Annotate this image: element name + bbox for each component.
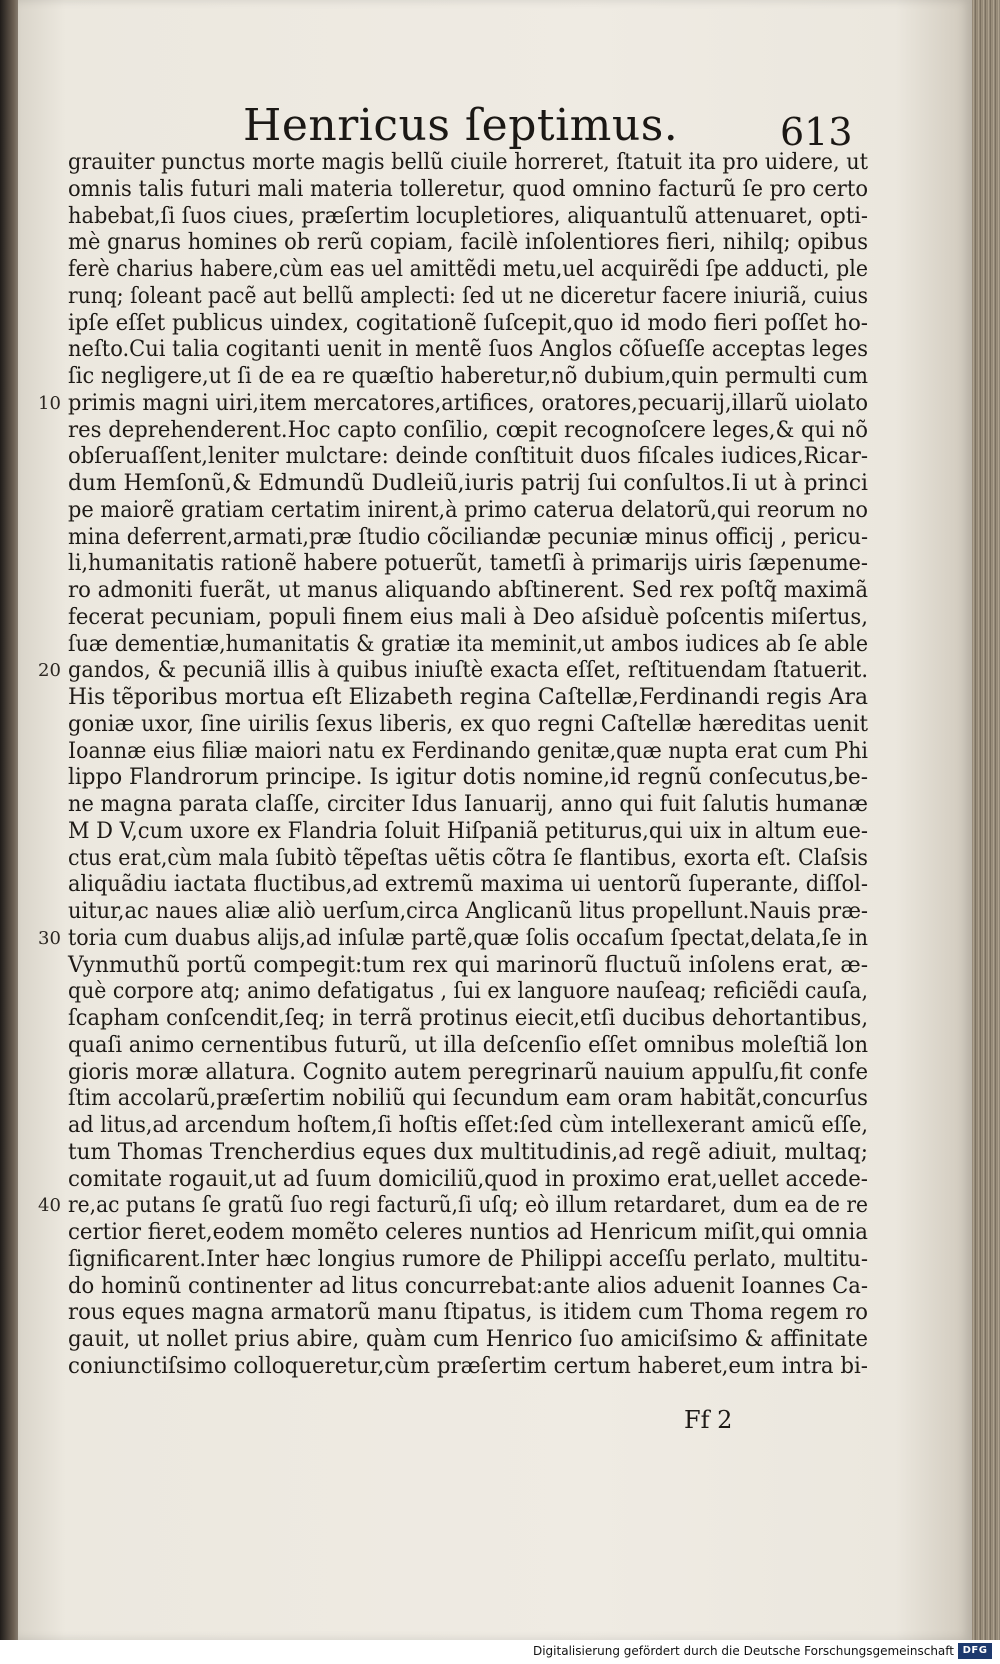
text-line: [68, 204, 868, 231]
text-line: [68, 498, 868, 525]
line-text: li,humanitatis rationẽ habere potuerũt, tametſi à primarijs uiris ſæpenume-: [68, 551, 868, 577]
line-text: do hominũ continenter ad litus concurrebat:ante alios aduenit Ioannes Ca-: [68, 1273, 868, 1299]
line-text: ctus erat,cùm mala ſubitò tẽpeſtas uẽtis cõtra ſe flantibus, exorta eſt. Claſsis: [68, 845, 868, 871]
line-number: 40: [38, 1195, 61, 1217]
line-text: ad litus,ad arcendum hoſtem,ſi hoſtis eſſet:ſed cùm intellexerant amicũ eſſe,: [68, 1113, 868, 1138]
line-text: re,ac putans ſe gratũ ſuo regi facturũ,ſi uſq; eò illum retardaret, dum ea de re: [68, 1193, 868, 1219]
text-line: [68, 605, 868, 632]
text-line: [68, 819, 868, 846]
text-line: [68, 1300, 868, 1327]
line-number: 20: [38, 660, 61, 682]
text-line: [68, 578, 868, 605]
line-text: habebat,ſi ſuos ciues, præſertim locupletiores, aliquantulũ attenuaret, opti-: [68, 203, 868, 229]
line-text: Ioannæ eius filiæ maiori natu ex Ferdinando genitæ,quæ nupta erat cum Phi: [68, 738, 868, 764]
text-line: [68, 311, 868, 338]
text-line: [68, 1167, 868, 1194]
text-line: [68, 979, 868, 1006]
line-text: res deprehenderent.Hoc capto conſilio, cœpit recognoſcere leges,& qui nõ: [68, 417, 868, 443]
line-text: toria cum duabus alijs,ad inſulæ partẽ,quæ ſolis occaſum ſpectat,delata,ſe in: [68, 925, 868, 951]
text-line: [68, 953, 868, 980]
text-line: [68, 444, 868, 471]
text-line: [68, 364, 868, 391]
text-line: [68, 337, 868, 364]
text-line: [68, 765, 868, 792]
text-line: [38, 925, 868, 953]
text-line: [68, 1033, 868, 1060]
line-text: ipſe eſſet publicus uindex, cogitationẽ ſuſcepit,quo id modo fieri poſſet ho-: [68, 310, 868, 336]
line-text: omnis talis futuri mali materia tolleretur, quod omnino facturũ ſe pro certo: [68, 176, 868, 202]
text-line: [68, 525, 868, 552]
line-text: aliquãdiu iactata fluctibus,ad extremũ maxima ui uentorũ ſuperante, diſſol-: [68, 872, 868, 898]
text-line: [68, 551, 868, 578]
line-text: fecerat pecuniam, populi finem eius mali à Deo aſsiduè poſcentis miſertus,: [68, 604, 868, 630]
line-text: quaſi animo cernentibus futurũ, ut illa deſcenſio eſſet omnibus moleſtiã lon: [68, 1032, 868, 1058]
line-text: rous eques magna armatorũ manu ſtipatus, is itidem cum Thoma regem ro: [68, 1300, 868, 1326]
line-text: His tẽporibus mortua eſt Elizabeth regina Caſtellæ,Ferdinandi regis Ara: [68, 685, 868, 710]
line-text: gandos, & pecuniã illis à quibus iniuſtè exacta eſſet, reſtituendam ſtatuerit.: [68, 658, 868, 684]
line-text: Vynmuthũ portũ compegit:tum rex qui marinorũ fluctuũ inſolens erat, æ-: [68, 952, 868, 978]
line-text: ro admoniti fuerãt, ut manus aliquando abſtinerent. Sed rex poſtq̃ maximã: [68, 578, 868, 603]
text-line: [68, 846, 868, 873]
text-line: [68, 284, 868, 311]
line-text: comitate rogauit,ut ad ſuum domiciliũ,quod in proximo erat,uellet accede-: [68, 1166, 868, 1192]
line-text: mè gnarus homines ob rerũ copiam, facilè inſolentiores fieri, nihilq; opibus: [68, 230, 868, 256]
line-text: primis magni uiri,item mercatores,artifices, oratores,pecuarij,illarũ uiolato: [68, 390, 868, 416]
line-text: certior fieret,eodem momẽto celeres nuntios ad Henricum miſit,qui omnia: [68, 1220, 868, 1245]
line-text: uitur,ac naues aliæ aliò uerſum,circa Anglicanũ litus propellunt.Nauis præ-: [68, 899, 868, 924]
text-line: [38, 658, 868, 685]
text-line: [68, 632, 868, 659]
text-line: [68, 712, 868, 739]
line-text: què corpore atq; animo defatigatus , ſui ex languore nauſeaq; reficiẽdi cauſa,: [68, 979, 868, 1005]
line-text: M D V,cum uxore ex Flandria ſoluit Hiſpaniã petiturus,qui uix in altum eue-: [68, 818, 868, 844]
page-number: 613: [780, 110, 853, 154]
text-line: [68, 872, 868, 899]
book-page: [18, 0, 972, 1640]
signature-mark: Ff 2: [684, 1406, 733, 1434]
line-text: pe maiorẽ gratiam certatim inirent,à primo caterua delatorũ,qui reorum no: [68, 497, 868, 523]
dfg-logo[interactable]: DFG: [958, 1643, 992, 1659]
text-line: [68, 1140, 868, 1167]
text-line: [68, 899, 868, 926]
line-text: ſignificarent.Inter hæc longius rumore de Philippi acceſſu perlato, multitu-: [68, 1246, 868, 1272]
line-text: ſcapham conſcendit,ſeq; in terrã protinus eiecit,etſi ducibus dehortantibus,: [68, 1006, 868, 1031]
line-text: dum Hemſonũ,& Edmundũ Dudleiũ,iuris patrij ſui conſultos.Ii ut à princi: [68, 471, 868, 496]
line-text: goniæ uxor, ſine uirilis ſexus liberis, ex quo regni Caſtellæ hæreditas uenit: [68, 711, 868, 737]
text-line: [68, 150, 868, 177]
line-text: mina deferrent,armati,præ ſtudio cõciliandæ pecuniæ minus officij , pericu-: [68, 524, 868, 550]
text-line: [68, 418, 868, 445]
body-text: [38, 150, 868, 1381]
text-line: [68, 1354, 868, 1381]
text-line: [68, 739, 868, 766]
line-text: grauiter punctus morte magis bellũ ciuile horreret, ſtatuit ita pro uidere, ut: [68, 150, 868, 175]
text-line: [68, 257, 868, 284]
footer-credit: Digitalisierung gefördert durch die Deutsche Forschungsgemeinschaft: [532, 1644, 954, 1658]
line-text: neſto.Cui talia cogitanti uenit in mentẽ ſuos Anglos cõſueſſe acceptas leges: [68, 337, 868, 363]
text-line: [68, 1113, 868, 1140]
line-text: tum Thomas Trencherdius eques dux multitudinis,ad regẽ adiuit, multaq;: [68, 1139, 868, 1165]
text-line: [68, 1086, 868, 1113]
line-text: gioris moræ allatura. Cognito autem peregrinarũ nauium appulſu,fit confe: [68, 1059, 868, 1085]
text-line: [68, 230, 868, 257]
line-text: runq; ſoleant pacẽ aut bellũ amplecti: ſed ut ne diceretur facere iniuriã, cuius: [68, 283, 868, 309]
line-text: ſtim accolarũ,præſertim nobiliũ qui ſecundum eam oram habitãt,concurſus: [68, 1086, 868, 1112]
line-text: ſic negligere,ut ſi de ea re quæſtio haberetur,nõ dubium,quin permulti cum: [68, 364, 868, 389]
text-line: [68, 1060, 868, 1087]
page-block-edge: [972, 0, 1000, 1640]
running-head: Henricus ſeptimus.: [243, 100, 679, 151]
text-line: [68, 1220, 868, 1247]
line-text: gauit, ut nollet prius abire, quàm cum Henrico ſuo amiciſsimo & affinitate: [68, 1327, 868, 1352]
text-line: [68, 1247, 868, 1274]
text-line: [68, 1327, 868, 1354]
line-text: ſuæ dementiæ,humanitatis & gratiæ ita meminit,ut ambos iudices ab ſe able: [68, 631, 868, 657]
text-line: [68, 1274, 868, 1301]
text-line: [68, 685, 868, 712]
text-line: [68, 471, 868, 498]
line-number: 30: [38, 927, 61, 949]
line-text: ne magna parata claſſe, circiter Idus Ianuarij, anno qui fuit ſalutis humanæ: [68, 792, 868, 817]
line-text: coniunctiſsimo colloqueretur,cùm præſertim certum haberet,eum intra bi-: [68, 1353, 868, 1379]
text-line: [68, 177, 868, 204]
text-line: [68, 792, 868, 819]
line-number: 10: [38, 392, 61, 414]
line-text: obſeruaſſent,leniter mulctare: deinde conſtituit duos fiſcales iudices,Ricar-: [68, 444, 868, 470]
line-text: ferè charius habere,cùm eas uel amittẽdi metu,uel acquirẽdi ſpe adducti, ple: [68, 257, 868, 282]
text-line: [68, 1006, 868, 1033]
line-text: lippo Flandrorum principe. Is igitur dotis nomine,id regnũ conſecutus,be-: [68, 765, 868, 791]
footer-bar: [0, 1640, 1000, 1664]
text-line: [38, 390, 868, 418]
text-line: [38, 1193, 868, 1220]
